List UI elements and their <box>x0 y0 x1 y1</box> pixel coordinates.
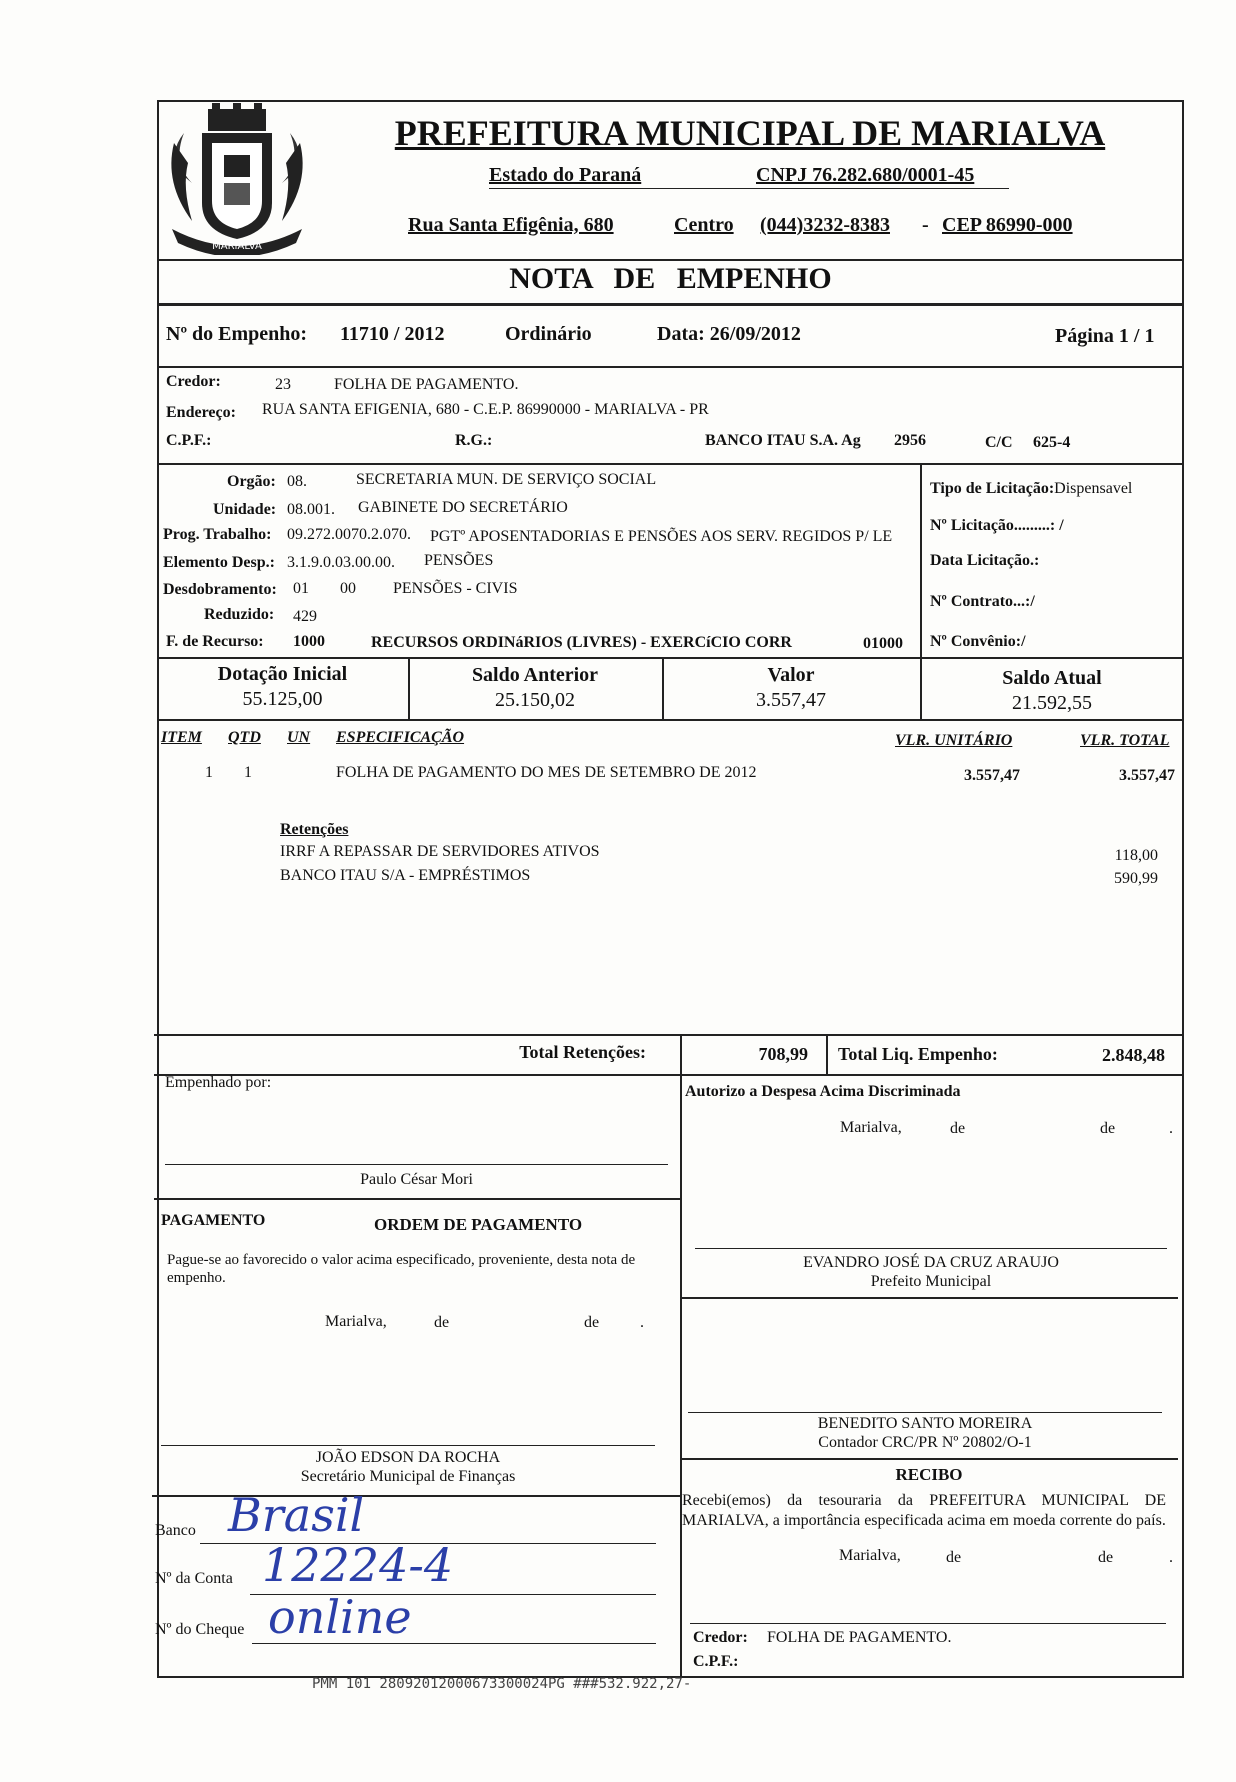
autorizo-de: de <box>950 1120 966 1137</box>
signature-line <box>690 1623 1166 1624</box>
header-sep: - <box>922 214 929 236</box>
autorizo-de: de <box>1100 1120 1116 1137</box>
reduzido-value: 429 <box>293 608 317 625</box>
header-cep: CEP 86990-000 <box>942 214 1073 236</box>
address-value: RUA SANTA EFIGENIA, 680 - C.E.P. 86990000 - MARIALVA - PR <box>262 401 709 418</box>
divider <box>157 259 1184 261</box>
divider <box>154 1034 1182 1036</box>
divider <box>680 1297 1178 1299</box>
desdob-b: 00 <box>340 580 356 597</box>
orgao-value: SECRETARIA MUN. DE SERVIÇO SOCIAL <box>356 471 657 488</box>
signature-line <box>165 1164 668 1165</box>
item-unit-value: 3.557,47 <box>964 767 1020 784</box>
divider <box>157 657 1184 659</box>
autorizo-title: Autorizo a Despesa Acima Discriminada <box>685 1083 961 1100</box>
pagamento-title: PAGAMENTO <box>161 1212 266 1229</box>
recurso-value: RECURSOS ORDINáRIOS (LIVRES) - EXERCíCIO CORR <box>371 634 792 651</box>
empenhado-name: Paulo César Mori <box>360 1171 473 1188</box>
licitacao-type-label: Tipo de Licitação: <box>930 480 1055 497</box>
header-district: Centro <box>674 214 734 236</box>
credor-label: Credor: <box>166 373 221 390</box>
licitacao-type <box>930 480 1132 498</box>
banco-label: Banco <box>155 1522 196 1539</box>
cheque-label: Nº do Cheque <box>155 1621 245 1638</box>
total-retencoes-value: 708,99 <box>758 1044 808 1064</box>
crest-text: MARIALVA <box>212 241 262 252</box>
address-label: Endereço: <box>166 404 236 421</box>
autorizo-dot: . <box>1169 1120 1173 1137</box>
retencao-desc: BANCO ITAU S/A - EMPRÉSTIMOS <box>280 867 531 884</box>
valor-label: Valor <box>767 664 815 686</box>
desdob-label: Desdobramento: <box>163 581 277 598</box>
doc-title: NOTA DE EMPENHO <box>509 262 832 295</box>
header-title: PREFEITURA MUNICIPAL DE MARIALVA <box>394 113 1106 153</box>
conta-handwriting: 12224-4 <box>262 1538 454 1592</box>
recibo-title: RECIBO <box>895 1465 963 1484</box>
licitacao-number: Nº Licitação.........: / <box>930 517 1064 534</box>
total-retencoes-label: Total Retenções: <box>519 1042 646 1062</box>
divider <box>680 1458 1178 1460</box>
banco-handwriting: Brasil <box>228 1488 365 1542</box>
divider <box>157 463 1184 465</box>
orgao-label: Orgão: <box>227 473 276 490</box>
saldo-anterior-label: Saldo Anterior <box>471 664 599 686</box>
col-unit-value: VLR. UNITÁRIO <box>895 732 1013 749</box>
pagamento-city: Marialva, <box>325 1313 387 1330</box>
desdob-value: PENSÕES - CIVIS <box>393 580 518 597</box>
empenhado-label: Empenhado por: <box>165 1074 272 1091</box>
empenho-number: 11710 / 2012 <box>340 323 445 345</box>
convenio-number: Nº Convênio:/ <box>930 633 1026 650</box>
divider <box>157 303 1184 306</box>
reduzido-label: Reduzido: <box>204 606 275 623</box>
summary-divider <box>826 1034 828 1076</box>
cc-label: C/C <box>985 434 1013 451</box>
item-spec: FOLHA DE PAGAMENTO DO MES DE SETEMBRO DE 2012 <box>336 764 757 781</box>
contract-number: Nº Contrato...:/ <box>930 593 1035 610</box>
empenho-date: Data: 26/09/2012 <box>657 323 801 345</box>
bank-name: BANCO ITAU S.A. Ag <box>705 432 861 449</box>
pagamento-dot: . <box>640 1314 644 1331</box>
lower-divider <box>680 1074 682 1678</box>
cheque-handwriting: online <box>268 1590 412 1644</box>
signature-line <box>695 1248 1167 1249</box>
retencao-value: 590,99 <box>1114 870 1158 887</box>
item-total-value: 3.557,47 <box>1119 767 1175 784</box>
empenho-label: Nº do Empenho: <box>166 323 308 345</box>
recibo-credor-value: FOLHA DE PAGAMENTO. <box>767 1629 952 1646</box>
orgao-code: 08. <box>287 473 307 490</box>
prog-value: PGTº APOSENTADORIAS E PENSÕES AOS SERV. REGIDOS P/ LE <box>430 528 893 545</box>
valor-value: 3.557,47 <box>756 689 826 711</box>
pagamento-de: de <box>434 1314 450 1331</box>
header-state: Estado do Paraná <box>489 164 642 186</box>
unidade-label: Unidade: <box>213 501 277 518</box>
saldo-anterior-value: 25.150,02 <box>495 689 575 711</box>
pagamento-de: de <box>584 1314 600 1331</box>
budget-divider <box>920 463 922 657</box>
elemento-value: PENSÕES <box>424 552 494 569</box>
conta-label: Nº da Conta <box>155 1570 233 1587</box>
ordem-pagamento-title: ORDEM DE PAGAMENTO <box>374 1215 583 1234</box>
empenho-type: Ordinário <box>505 323 592 345</box>
credor-code: 23 <box>275 376 291 393</box>
retencao-desc: IRRF A REPASSAR DE SERVIDORES ATIVOS <box>280 843 600 860</box>
header-street: Rua Santa Efigênia, 680 <box>408 214 614 236</box>
licitacao-date: Data Licitação.: <box>930 552 1040 569</box>
footer-code: PMM 101 28092012000673300024PG ###532.922,27- <box>312 1676 692 1692</box>
recibo-de: de <box>1098 1549 1114 1566</box>
summary-divider <box>680 1034 682 1076</box>
header-phone: (044)3232-8383 <box>760 214 890 236</box>
contador-role: Contador CRC/PR Nº 20802/O-1 <box>818 1434 1032 1451</box>
autorizo-city: Marialva, <box>840 1119 902 1136</box>
credor-name: FOLHA DE PAGAMENTO. <box>334 376 519 393</box>
header-cnpj: CNPJ 76.282.680/0001-45 <box>756 164 975 186</box>
divider <box>154 1198 680 1200</box>
col-qtd: QTD <box>228 729 261 746</box>
divider <box>157 366 1184 368</box>
secretario-role: Secretário Municipal de Finanças <box>300 1468 516 1485</box>
total-liquido-label: Total Liq. Empenho: <box>838 1044 998 1064</box>
total-liquido-value: 2.848,48 <box>1102 1045 1165 1065</box>
dotacao-value: 55.125,00 <box>242 688 323 710</box>
cc-value: 625-4 <box>1033 434 1071 451</box>
dotacao-label: Dotação Inicial <box>217 663 348 685</box>
signature-line <box>161 1445 655 1446</box>
signature-line <box>688 1412 1162 1413</box>
licitacao-type-value: Dispensavel <box>1054 480 1133 497</box>
saldo-atual-label: Saldo Atual <box>1002 667 1102 689</box>
elemento-label: Elemento Desp.: <box>163 554 275 571</box>
unidade-code: 08.001. <box>287 501 335 518</box>
divider <box>157 719 1184 721</box>
recibo-cpf-label: C.P.F.: <box>693 1653 739 1670</box>
rg-label: R.G.: <box>455 432 493 449</box>
recibo-text: Recebi(emos) da tesouraria da PREFEITURA MUNICIPAL DE MARIALVA, a importância especificada acima em moeda corrente do país. <box>682 1492 1166 1529</box>
header-state-underline <box>489 188 1009 189</box>
retencoes-title: Retenções <box>280 821 349 838</box>
elemento-code: 3.1.9.0.03.00.00. <box>287 554 395 571</box>
item-qty: 1 <box>244 764 252 781</box>
prefeito-role: Prefeito Municipal <box>870 1273 992 1290</box>
recurso-code: 1000 <box>293 633 325 650</box>
recibo-credor-label: Credor: <box>693 1629 748 1646</box>
col-item: ITEM <box>161 729 202 746</box>
item-number: 1 <box>205 764 213 781</box>
cpf-label: C.P.F.: <box>166 432 212 449</box>
recurso-label: F. de Recurso: <box>166 633 264 650</box>
prog-label: Prog. Trabalho: <box>163 526 272 543</box>
coat-of-arms-icon <box>162 103 312 255</box>
col-total-value: VLR. TOTAL <box>1080 732 1170 749</box>
recibo-de: de <box>946 1549 962 1566</box>
bank-agency: 2956 <box>894 432 926 449</box>
prog-code: 09.272.0070.2.070. <box>287 526 411 543</box>
secretario-name: JOÃO EDSON DA ROCHA <box>315 1449 501 1466</box>
contador-name: BENEDITO SANTO MOREIRA <box>817 1415 1033 1432</box>
recibo-dot: . <box>1169 1549 1173 1566</box>
recurso-num: 01000 <box>863 635 903 652</box>
desdob-a: 01 <box>293 580 309 597</box>
col-spec: ESPECIFICAÇÃO <box>336 729 465 746</box>
recibo-city: Marialva, <box>839 1547 901 1564</box>
saldo-atual-value: 21.592,55 <box>1012 692 1092 714</box>
divider <box>154 1074 1182 1076</box>
pague-text: Pague-se ao favorecido o valor acima especificado, proveniente, desta nota de empenho. <box>167 1252 636 1286</box>
unidade-value: GABINETE DO SECRETÁRIO <box>358 499 568 516</box>
col-un: UN <box>287 729 311 746</box>
retencao-value: 118,00 <box>1114 847 1158 864</box>
empenho-page: Página 1 / 1 <box>1055 325 1155 347</box>
prefeito-name: EVANDRO JOSÉ DA CRUZ ARAUJO <box>803 1254 1059 1271</box>
